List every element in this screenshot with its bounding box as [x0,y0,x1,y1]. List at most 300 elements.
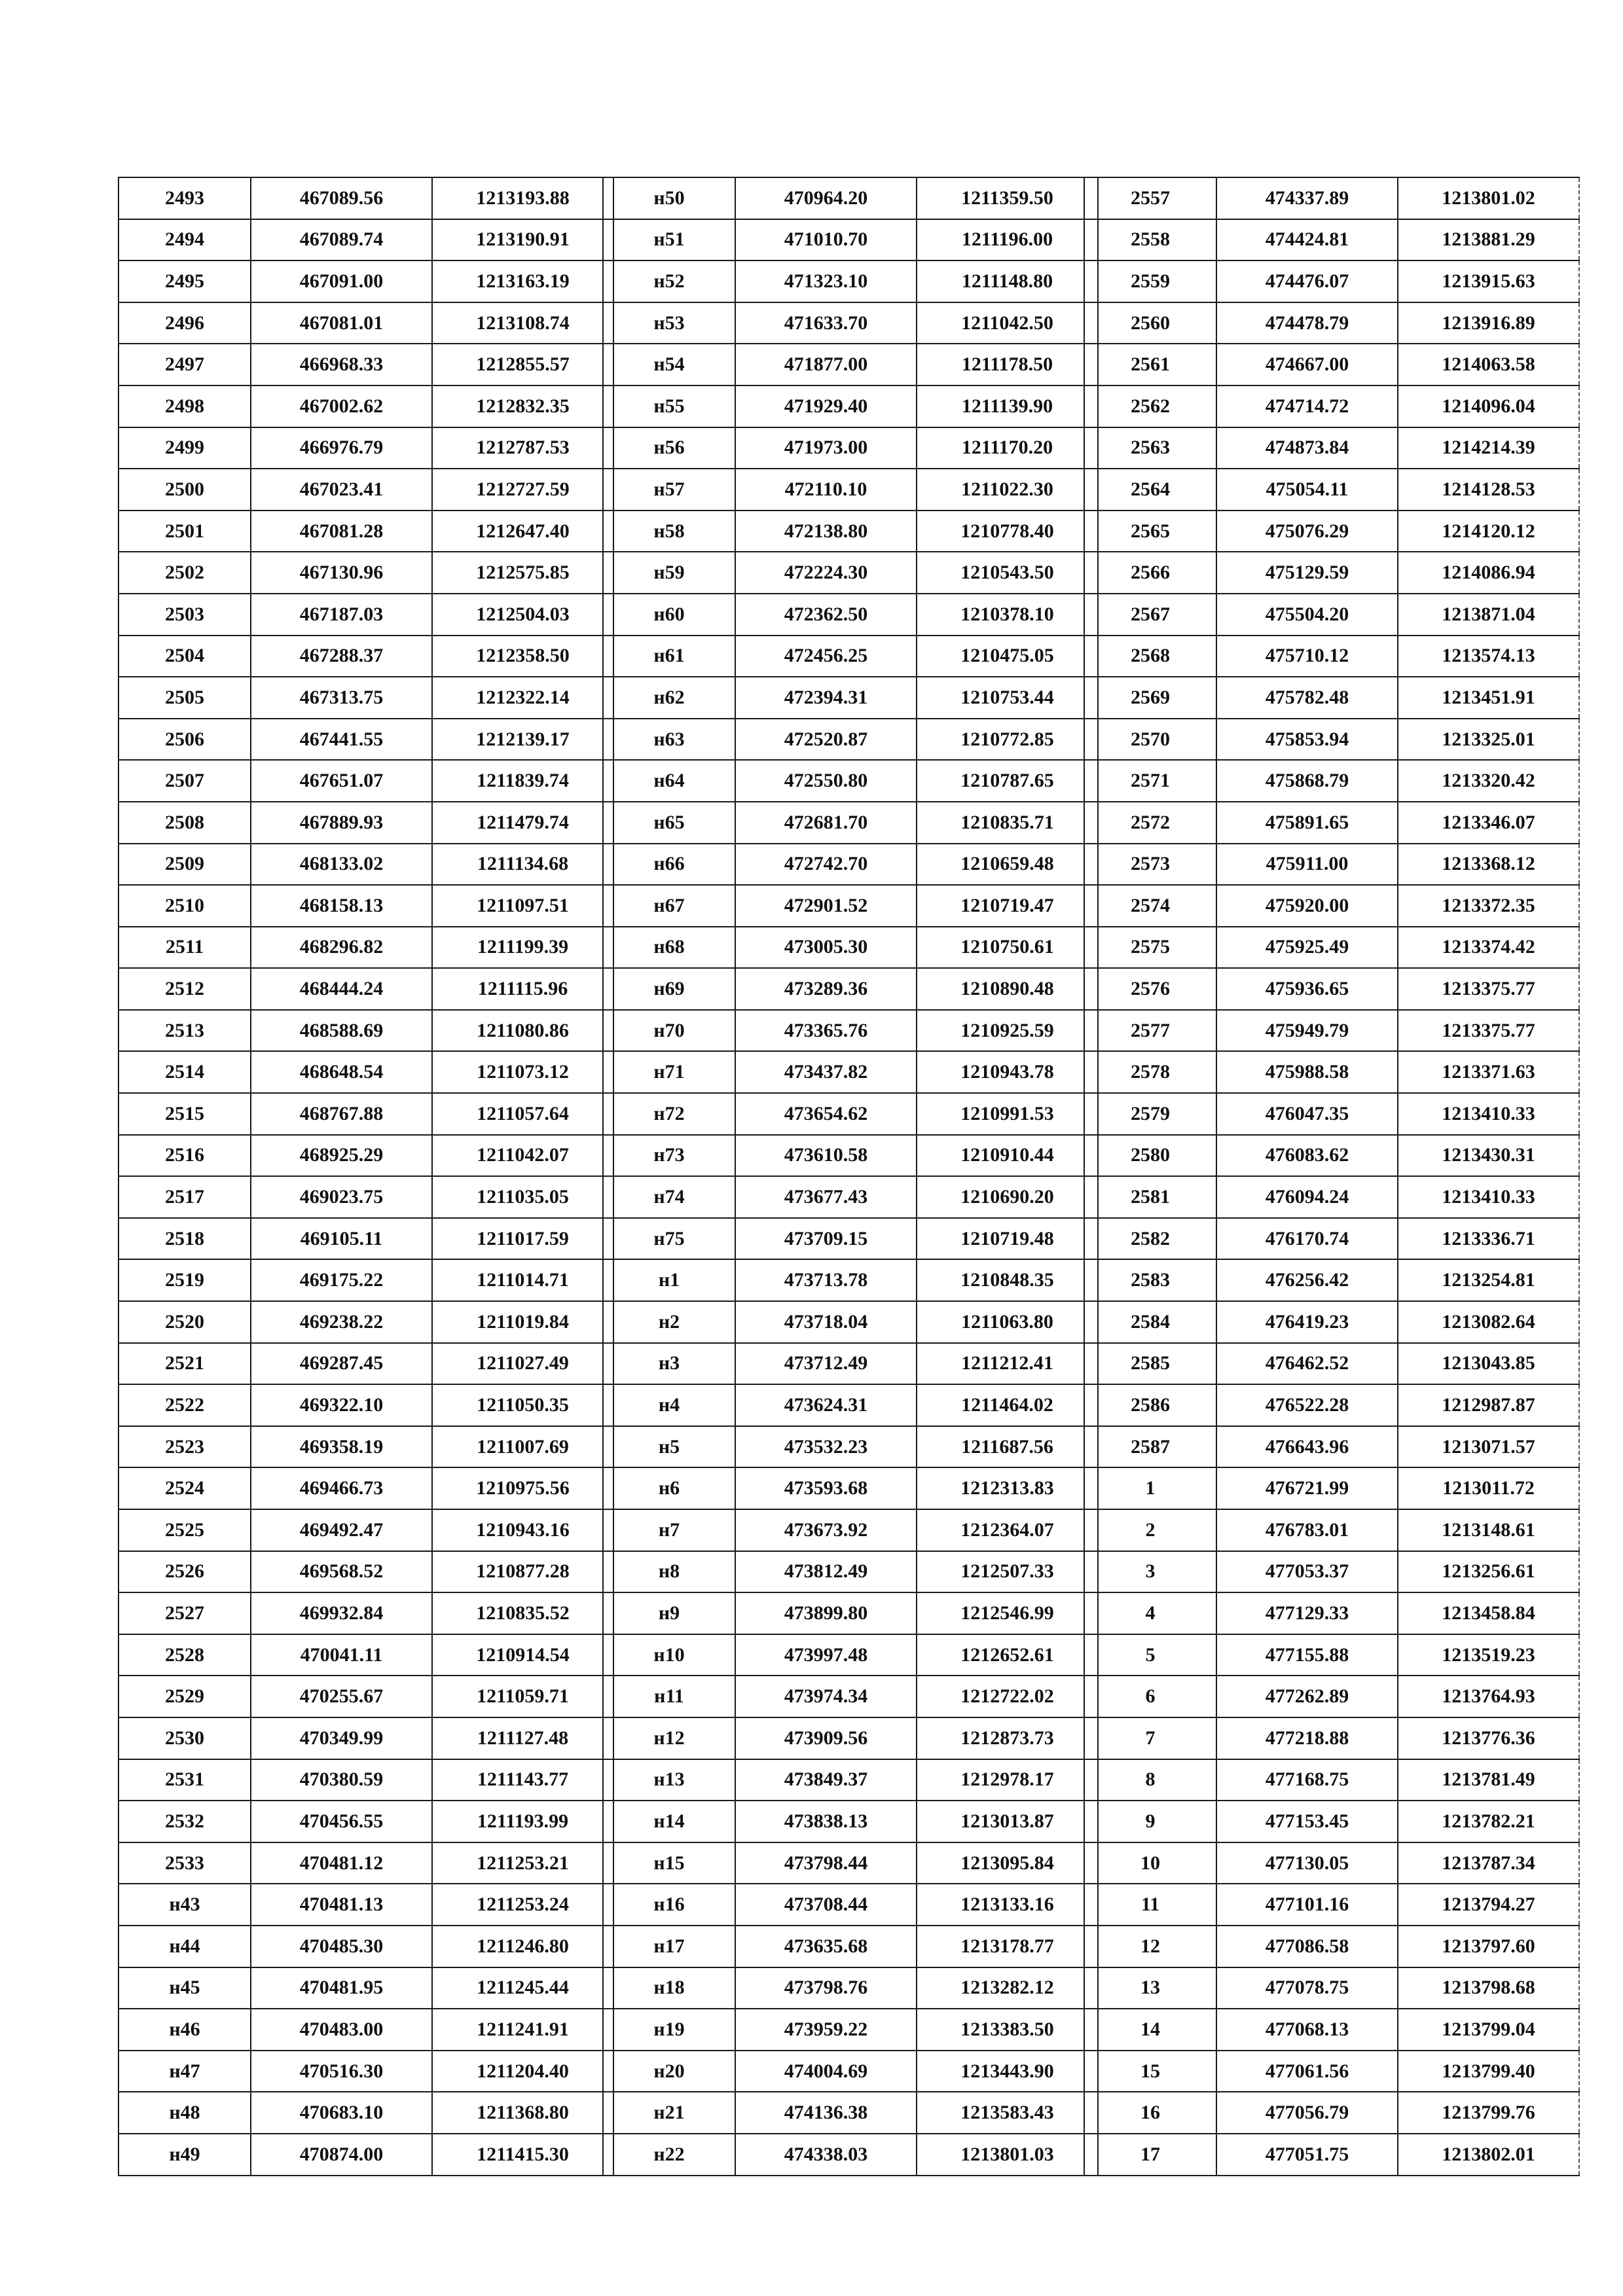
x-coordinate-cell: 473365.76 [735,1010,917,1052]
table-row [1084,1218,1579,1260]
y-coordinate-cell: 1213193.88 [432,177,613,219]
y-coordinate-cell: 1214086.94 [1398,552,1579,594]
table-row [603,1343,1098,1385]
table-row [603,1551,1098,1593]
y-coordinate-cell: 1211170.20 [917,427,1098,469]
table-row [1084,302,1579,344]
x-coordinate-cell: 472681.70 [735,802,917,844]
coordinates-table-1 [118,177,614,2176]
point-number-cell: 2514 [119,1051,251,1093]
y-coordinate-cell: 1213372.35 [1398,885,1579,927]
y-coordinate-cell: 1211148.80 [917,260,1098,302]
point-number-cell: н47 [119,2051,251,2092]
x-coordinate-cell: 477056.79 [1216,2092,1398,2134]
y-coordinate-cell: 1211245.44 [432,1967,613,2009]
x-coordinate-cell: 471010.70 [735,219,917,261]
x-coordinate-cell: 473974.34 [735,1676,917,1717]
y-coordinate-cell: 1211415.30 [432,2134,613,2176]
point-number-cell: 2577 [1084,1010,1216,1052]
point-number-cell: 5 [1084,1634,1216,1676]
point-number-cell: 6 [1084,1676,1216,1717]
point-number-cell: 2524 [119,1467,251,1509]
table-row [603,802,1098,844]
x-coordinate-cell: 476047.35 [1216,1093,1398,1135]
table-row [119,968,613,1010]
point-number-cell: 2493 [119,177,251,219]
point-number-cell: 4 [1084,1592,1216,1634]
x-coordinate-cell: 467889.93 [251,802,432,844]
y-coordinate-cell: 1211127.48 [432,1717,613,1759]
point-number-cell: н2 [603,1301,735,1343]
table-row [1084,1259,1579,1301]
point-number-cell: 2586 [1084,1384,1216,1426]
y-coordinate-cell: 1213801.03 [917,2134,1098,2176]
table-row [603,968,1098,1010]
table-row [119,719,613,761]
x-coordinate-cell: 473532.23 [735,1426,917,1468]
point-number-cell: 1 [1084,1467,1216,1509]
table-row [1084,2092,1579,2134]
y-coordinate-cell: 1213148.61 [1398,1509,1579,1551]
y-coordinate-cell: 1212855.57 [432,344,613,386]
table-row [119,844,613,886]
y-coordinate-cell: 1213256.61 [1398,1551,1579,1593]
table-row [119,760,613,802]
table-row [1084,1884,1579,1926]
y-coordinate-cell: 1213336.71 [1398,1218,1579,1260]
point-number-cell: н48 [119,2092,251,2134]
y-coordinate-cell: 1211042.50 [917,302,1098,344]
point-number-cell: н62 [603,677,735,719]
x-coordinate-cell: 469238.22 [251,1301,432,1343]
x-coordinate-cell: 469932.84 [251,1592,432,1634]
x-coordinate-cell: 473005.30 [735,927,917,969]
table-row [119,1176,613,1218]
point-number-cell: 2513 [119,1010,251,1052]
y-coordinate-cell: 1210877.28 [432,1551,613,1593]
table-row [119,1218,613,1260]
point-number-cell: н58 [603,511,735,552]
y-coordinate-cell: 1210690.20 [917,1176,1098,1218]
point-number-cell: 2510 [119,885,251,927]
point-number-cell: 7 [1084,1717,1216,1759]
point-number-cell: 2511 [119,927,251,969]
x-coordinate-cell: 470255.67 [251,1676,432,1717]
table-row [119,1717,613,1759]
point-number-cell: 2581 [1084,1176,1216,1218]
x-coordinate-cell: 477068.13 [1216,2009,1398,2051]
table-row [119,2051,613,2092]
point-number-cell: 2566 [1084,552,1216,594]
point-number-cell: н12 [603,1717,735,1759]
point-number-cell: 2523 [119,1426,251,1468]
y-coordinate-cell: 1213574.13 [1398,636,1579,677]
table-row [119,2134,613,2176]
point-number-cell: н4 [603,1384,735,1426]
x-coordinate-cell: 475076.29 [1216,511,1398,552]
y-coordinate-cell: 1210753.44 [917,677,1098,719]
table-row [1084,1842,1579,1884]
table-row [119,469,613,511]
x-coordinate-cell: 467081.01 [251,302,432,344]
x-coordinate-cell: 467081.28 [251,511,432,552]
x-coordinate-cell: 477168.75 [1216,1759,1398,1801]
x-coordinate-cell: 474424.81 [1216,219,1398,261]
x-coordinate-cell: 474873.84 [1216,427,1398,469]
x-coordinate-cell: 473635.68 [735,1926,917,1967]
point-number-cell: 8 [1084,1759,1216,1801]
point-number-cell: н11 [603,1676,735,1717]
y-coordinate-cell: 1213915.63 [1398,260,1579,302]
point-number-cell: 2584 [1084,1301,1216,1343]
y-coordinate-cell: 1211017.59 [432,1218,613,1260]
y-coordinate-cell: 1211359.50 [917,177,1098,219]
point-number-cell: 2533 [119,1842,251,1884]
point-number-cell: н45 [119,1967,251,2009]
y-coordinate-cell: 1210719.47 [917,885,1098,927]
point-number-cell: н18 [603,1967,735,2009]
point-number-cell: 2573 [1084,844,1216,886]
point-number-cell: 12 [1084,1926,1216,1967]
y-coordinate-cell: 1210378.10 [917,594,1098,636]
point-number-cell: 2568 [1084,636,1216,677]
table-row [603,1676,1098,1717]
table-row [1084,2009,1579,2051]
point-number-cell: н56 [603,427,735,469]
x-coordinate-cell: 468133.02 [251,844,432,886]
x-coordinate-cell: 474714.72 [1216,386,1398,427]
y-coordinate-cell: 1213133.16 [917,1884,1098,1926]
table-row [603,1467,1098,1509]
point-number-cell: 2506 [119,719,251,761]
point-number-cell: н6 [603,1467,735,1509]
x-coordinate-cell: 468444.24 [251,968,432,1010]
point-number-cell: н3 [603,1343,735,1385]
table-row [603,219,1098,261]
point-number-cell: 2561 [1084,344,1216,386]
table-row [603,260,1098,302]
x-coordinate-cell: 473959.22 [735,2009,917,2051]
point-number-cell: 11 [1084,1884,1216,1926]
coordinates-table-3 [1084,177,1580,2176]
y-coordinate-cell: 1211143.77 [432,1759,613,1801]
y-coordinate-cell: 1213013.87 [917,1801,1098,1842]
x-coordinate-cell: 468588.69 [251,1010,432,1052]
table-row [1084,1509,1579,1551]
x-coordinate-cell: 472901.52 [735,885,917,927]
table-row [603,1759,1098,1801]
point-number-cell: н72 [603,1093,735,1135]
table-row [119,2092,613,2134]
x-coordinate-cell: 473654.62 [735,1093,917,1135]
x-coordinate-cell: 473899.80 [735,1592,917,1634]
y-coordinate-cell: 1213797.60 [1398,1926,1579,1967]
table-row [1084,1676,1579,1717]
x-coordinate-cell: 467187.03 [251,594,432,636]
y-coordinate-cell: 1213095.84 [917,1842,1098,1884]
point-number-cell: 14 [1084,2009,1216,2051]
y-coordinate-cell: 1210750.61 [917,927,1098,969]
y-coordinate-cell: 1211178.50 [917,344,1098,386]
y-coordinate-cell: 1210787.65 [917,760,1098,802]
table-row [1084,177,1579,219]
table-row [1084,1343,1579,1385]
table-row [603,177,1098,219]
y-coordinate-cell: 1213346.07 [1398,802,1579,844]
y-coordinate-cell: 1212322.14 [432,677,613,719]
point-number-cell: 13 [1084,1967,1216,2009]
coordinates-table-2 [602,177,1099,2176]
x-coordinate-cell: 467091.00 [251,260,432,302]
table-row [603,636,1098,677]
y-coordinate-cell: 1213410.33 [1398,1176,1579,1218]
x-coordinate-cell: 474667.00 [1216,344,1398,386]
x-coordinate-cell: 473997.48 [735,1634,917,1676]
point-number-cell: 2517 [119,1176,251,1218]
point-number-cell: 2507 [119,760,251,802]
point-number-cell: н10 [603,1634,735,1676]
y-coordinate-cell: 1211073.12 [432,1051,613,1093]
table-row [603,760,1098,802]
x-coordinate-cell: 477053.37 [1216,1551,1398,1593]
x-coordinate-cell: 469568.52 [251,1551,432,1593]
x-coordinate-cell: 476643.96 [1216,1426,1398,1468]
table-row [1084,927,1579,969]
y-coordinate-cell: 1212652.61 [917,1634,1098,1676]
table-row [1084,885,1579,927]
table-row [119,1135,613,1177]
x-coordinate-cell: 473709.15 [735,1218,917,1260]
x-coordinate-cell: 477078.75 [1216,1967,1398,2009]
y-coordinate-cell: 1211059.71 [432,1676,613,1717]
y-coordinate-cell: 1210943.16 [432,1509,613,1551]
table-row [1084,1801,1579,1842]
table-row [603,2051,1098,2092]
point-number-cell: н57 [603,469,735,511]
x-coordinate-cell: 472456.25 [735,636,917,677]
y-coordinate-cell: 1210778.40 [917,511,1098,552]
x-coordinate-cell: 477086.58 [1216,1926,1398,1967]
x-coordinate-cell: 474337.89 [1216,177,1398,219]
point-number-cell: н74 [603,1176,735,1218]
table-row [603,927,1098,969]
x-coordinate-cell: 470481.95 [251,1967,432,2009]
y-coordinate-cell: 1213519.23 [1398,1634,1579,1676]
point-number-cell: н15 [603,1842,735,1884]
y-coordinate-cell: 1214096.04 [1398,386,1579,427]
y-coordinate-cell: 1213011.72 [1398,1467,1579,1509]
table-row [1084,1551,1579,1593]
x-coordinate-cell: 470349.99 [251,1717,432,1759]
table-row [119,511,613,552]
table-row [603,594,1098,636]
point-number-cell: 2518 [119,1218,251,1260]
x-coordinate-cell: 476721.99 [1216,1467,1398,1509]
y-coordinate-cell: 1213375.77 [1398,1010,1579,1052]
y-coordinate-cell: 1210890.48 [917,968,1098,1010]
x-coordinate-cell: 469358.19 [251,1426,432,1468]
table-row [1084,1967,1579,2009]
y-coordinate-cell: 1213163.19 [432,260,613,302]
table-row [1084,1426,1579,1468]
y-coordinate-cell: 1213410.33 [1398,1093,1579,1135]
point-number-cell: н55 [603,386,735,427]
point-number-cell: н14 [603,1801,735,1842]
x-coordinate-cell: 470456.55 [251,1801,432,1842]
y-coordinate-cell: 1210719.48 [917,1218,1098,1260]
x-coordinate-cell: 467089.56 [251,177,432,219]
point-number-cell: н53 [603,302,735,344]
x-coordinate-cell: 470483.00 [251,2009,432,2051]
y-coordinate-cell: 1213383.50 [917,2009,1098,2051]
table-row [1084,2051,1579,2092]
x-coordinate-cell: 477262.89 [1216,1676,1398,1717]
table-row [603,302,1098,344]
table-row [119,1093,613,1135]
table-row [1084,1592,1579,1634]
table-row [1084,968,1579,1010]
x-coordinate-cell: 467002.62 [251,386,432,427]
table-row [1084,1759,1579,1801]
table-row [603,552,1098,594]
x-coordinate-cell: 476256.42 [1216,1259,1398,1301]
point-number-cell: н66 [603,844,735,886]
x-coordinate-cell: 473713.78 [735,1259,917,1301]
y-coordinate-cell: 1212364.07 [917,1509,1098,1551]
x-coordinate-cell: 477155.88 [1216,1634,1398,1676]
point-number-cell: 2574 [1084,885,1216,927]
y-coordinate-cell: 1212978.17 [917,1759,1098,1801]
y-coordinate-cell: 1211204.40 [432,2051,613,2092]
table-row [603,1426,1098,1468]
point-number-cell: 2519 [119,1259,251,1301]
point-number-cell: 2497 [119,344,251,386]
table-row [119,885,613,927]
x-coordinate-cell: 470380.59 [251,1759,432,1801]
y-coordinate-cell: 1213282.12 [917,1967,1098,2009]
point-number-cell: н7 [603,1509,735,1551]
table-row [119,1343,613,1385]
y-coordinate-cell: 1213794.27 [1398,1884,1579,1926]
table-row [119,1759,613,1801]
x-coordinate-cell: 472110.10 [735,469,917,511]
y-coordinate-cell: 1213190.91 [432,219,613,261]
point-number-cell: н64 [603,760,735,802]
y-coordinate-cell: 1211199.39 [432,927,613,969]
table-row [119,1384,613,1426]
point-number-cell: 2585 [1084,1343,1216,1385]
y-coordinate-cell: 1212787.53 [432,427,613,469]
point-number-cell: 2498 [119,386,251,427]
y-coordinate-cell: 1214120.12 [1398,511,1579,552]
x-coordinate-cell: 469105.11 [251,1218,432,1260]
point-number-cell: 2580 [1084,1135,1216,1177]
x-coordinate-cell: 473798.44 [735,1842,917,1884]
x-coordinate-cell: 477129.33 [1216,1592,1398,1634]
table-row [119,1426,613,1468]
point-number-cell: н8 [603,1551,735,1593]
table-row [603,1176,1098,1218]
y-coordinate-cell: 1213043.85 [1398,1343,1579,1385]
table-row [119,1801,613,1842]
y-coordinate-cell: 1212358.50 [432,636,613,677]
x-coordinate-cell: 469492.47 [251,1509,432,1551]
y-coordinate-cell: 1210910.44 [917,1135,1098,1177]
x-coordinate-cell: 467313.75 [251,677,432,719]
point-number-cell: 2571 [1084,760,1216,802]
table-row [603,1592,1098,1634]
x-coordinate-cell: 467130.96 [251,552,432,594]
table-row [119,1842,613,1884]
y-coordinate-cell: 1214214.39 [1398,427,1579,469]
point-number-cell: 2521 [119,1343,251,1385]
point-number-cell: 2504 [119,636,251,677]
table-row [603,1842,1098,1884]
point-number-cell: н70 [603,1010,735,1052]
table-row [119,927,613,969]
x-coordinate-cell: 468767.88 [251,1093,432,1135]
point-number-cell: н52 [603,260,735,302]
y-coordinate-cell: 1211464.02 [917,1384,1098,1426]
y-coordinate-cell: 1211193.99 [432,1801,613,1842]
y-coordinate-cell: 1210991.53 [917,1093,1098,1135]
point-number-cell: н65 [603,802,735,844]
y-coordinate-cell: 1213071.57 [1398,1426,1579,1468]
x-coordinate-cell: 467089.74 [251,219,432,261]
x-coordinate-cell: 471633.70 [735,302,917,344]
table-row [119,1634,613,1676]
table-row [1084,386,1579,427]
x-coordinate-cell: 475925.49 [1216,927,1398,969]
x-coordinate-cell: 472520.87 [735,719,917,761]
point-number-cell: 2578 [1084,1051,1216,1093]
x-coordinate-cell: 476419.23 [1216,1301,1398,1343]
table-row [603,1884,1098,1926]
point-number-cell: 2560 [1084,302,1216,344]
x-coordinate-cell: 475853.94 [1216,719,1398,761]
x-coordinate-cell: 471973.00 [735,427,917,469]
y-coordinate-cell: 1211246.80 [432,1926,613,1967]
table-row [1084,1717,1579,1759]
x-coordinate-cell: 476783.01 [1216,1509,1398,1551]
table-row [603,1218,1098,1260]
table-row [119,1467,613,1509]
table-row [119,1884,613,1926]
table-row [603,677,1098,719]
y-coordinate-cell: 1211063.80 [917,1301,1098,1343]
table-row [1084,1051,1579,1093]
y-coordinate-cell: 1213374.42 [1398,927,1579,969]
table-row [603,844,1098,886]
point-number-cell: н60 [603,594,735,636]
y-coordinate-cell: 1213254.81 [1398,1259,1579,1301]
table-row [1084,2134,1579,2176]
table-row [603,885,1098,927]
x-coordinate-cell: 471929.40 [735,386,917,427]
point-number-cell: 2503 [119,594,251,636]
y-coordinate-cell: 1212313.83 [917,1467,1098,1509]
x-coordinate-cell: 475710.12 [1216,636,1398,677]
x-coordinate-cell: 466968.33 [251,344,432,386]
y-coordinate-cell: 1213787.34 [1398,1842,1579,1884]
x-coordinate-cell: 466976.79 [251,427,432,469]
point-number-cell: 2564 [1084,469,1216,511]
point-number-cell: 2515 [119,1093,251,1135]
y-coordinate-cell: 1213178.77 [917,1926,1098,1967]
point-number-cell: 10 [1084,1842,1216,1884]
x-coordinate-cell: 473593.68 [735,1467,917,1509]
point-number-cell: 2495 [119,260,251,302]
